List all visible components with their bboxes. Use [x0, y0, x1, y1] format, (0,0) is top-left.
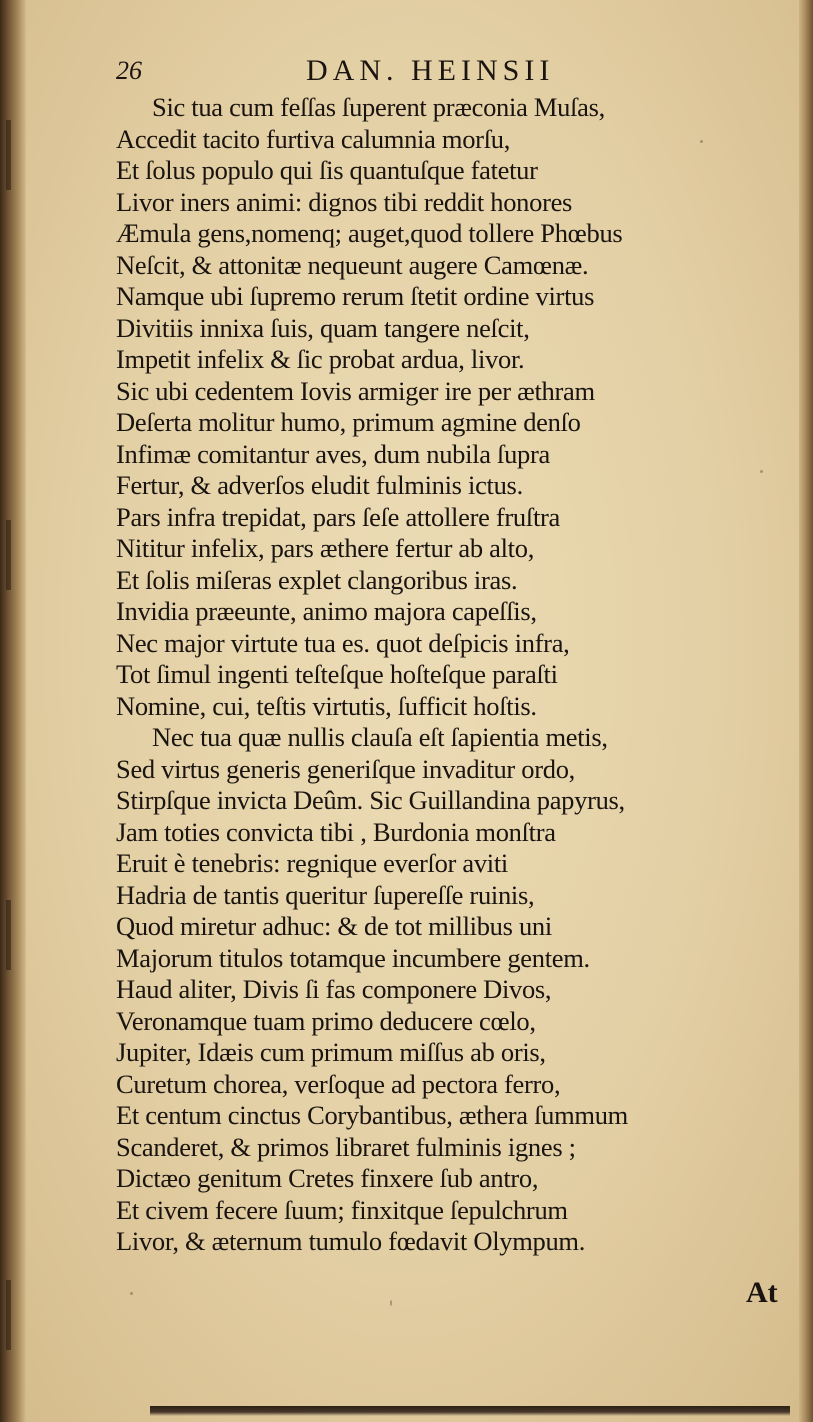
verse-line: Neſcit, & attonitæ nequeunt augere Camœnæ.	[116, 249, 589, 280]
verse-line: Et ſolis miſeras explet clangoribus iras.	[116, 564, 518, 595]
verse-line: Infimæ comitantur aves, dum nubila ſupra	[116, 438, 550, 469]
verse-line: Et centum cinctus Corybantibus, æthera ſummum	[116, 1100, 628, 1130]
ink-speck	[390, 1300, 392, 1306]
verse-line: Curetum chorea, verſoque ad pectora ferro,	[116, 1068, 561, 1099]
verse-line: Eruit è tenebris: regnique everſor aviti	[116, 848, 508, 878]
verse-line: Jam toties convicta tibi , Burdonia monſtra	[116, 816, 556, 847]
verse-line: Sed virtus generis generiſque invaditur ordo,	[116, 753, 575, 784]
verse-line: Æmula gens,nomenq; auget,quod tollere Phœbus	[116, 218, 623, 248]
ink-speck	[760, 470, 763, 473]
verse-line: Stirpſque invicta Deûm. Sic Guillandina papyrus,	[116, 785, 625, 815]
verse-line: Namque ubi ſupremo rerum ſtetit ordine virtus	[116, 281, 595, 311]
ink-speck	[700, 140, 703, 143]
verse-line: Deſerta molitur humo, primum agmine denſo	[116, 407, 581, 437]
verse-line: Et ſolus populo qui ſis quantuſque fatetur	[116, 155, 538, 185]
ink-speck	[130, 1292, 133, 1295]
verse-line: Livor, & æternum tumulo fœdavit Olympum.	[116, 1226, 586, 1256]
verse-text-block	[116, 92, 796, 1258]
verse-line: Invidia præeunte, animo majora capeſſis,	[116, 596, 537, 626]
verse-line: Sic ubi cedentem Iovis armiger ire per æthram	[116, 375, 595, 406]
page-number: 26	[116, 56, 142, 85]
verse-line: Majorum titulos totamque incumbere gentem.	[116, 942, 590, 973]
verse-line: Et civem fecere ſuum; finxitque ſepulchrum	[116, 1194, 568, 1225]
book-binding-edge	[0, 0, 26, 1422]
verse-line: Pars infra trepidat, pars ſeſe attollere fruſtra	[116, 501, 560, 532]
verse-line: Accedit tacito furtiva calumnia morſu,	[116, 123, 511, 154]
verse-line: Haud aliter, Divis ſi fas componere Divos,	[116, 974, 552, 1004]
catchword: At	[746, 1276, 778, 1309]
verse-line: Nec major virtute tua es. quot deſpicis infra,	[116, 627, 570, 658]
verse-line: Scanderet, & primos libraret fulminis ignes ;	[116, 1131, 576, 1162]
verse-line: Nec tua quæ nullis clauſa eſt ſapientia metis,	[152, 722, 608, 752]
verse-line: Impetit infelix & ſic probat ardua, livor.	[116, 344, 525, 374]
verse-line: Livor iners animi: dignos tibi reddit honores	[116, 186, 573, 217]
verse-line: Divitiis innixa ſuis, quam tangere neſcit,	[116, 312, 530, 343]
verse-line: Sic tua cum feſſas ſuperent præconia Muſas,	[152, 92, 605, 122]
verse-line: Quod miretur adhuc: & de tot millibus uni	[116, 911, 552, 941]
verse-line: Tot ſimul ingenti teſteſque hoſteſque paraſti	[116, 659, 558, 689]
page-header	[116, 50, 596, 90]
verse-line: Veronamque tuam primo deducere cœlo,	[116, 1005, 536, 1036]
verse-line: Nititur infelix, pars æthere fertur ab alto,	[116, 533, 535, 563]
page-fore-edge	[799, 0, 813, 1422]
running-head: DAN. HEINSII	[306, 54, 555, 87]
verse-line: Fertur, & adverſos eludit fulminis ictus.	[116, 470, 523, 500]
verse-line: Nomine, cui, teſtis virtutis, ſufficit hoſtis.	[116, 690, 537, 721]
verse-line: Jupiter, Idæis cum primum miſſus ab oris,	[116, 1037, 546, 1067]
verse-line: Hadria de tantis queritur ſupereſſe ruinis,	[116, 879, 535, 910]
page-bottom-shadow	[150, 1406, 790, 1416]
verse-line: Dictæo genitum Cretes finxere ſub antro,	[116, 1163, 539, 1193]
